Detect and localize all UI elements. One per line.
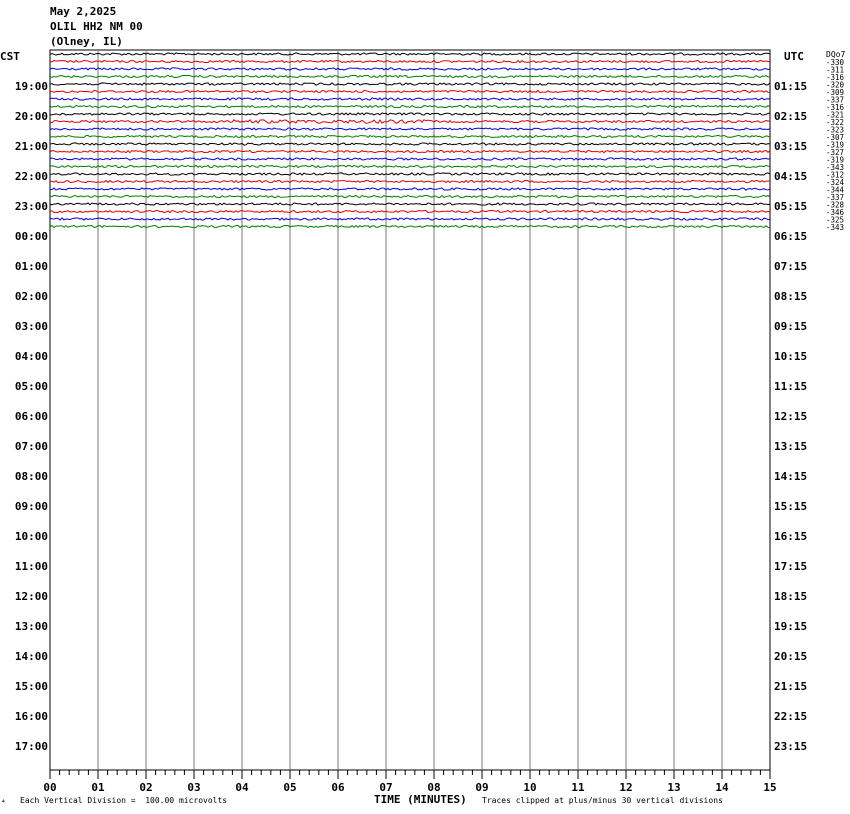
left-hour-label: 21:00: [14, 140, 48, 153]
seismic-trace: [50, 180, 770, 182]
right-hour-label: 05:15: [774, 200, 808, 213]
seismic-trace: [50, 150, 770, 152]
right-hour-label: 15:15: [774, 500, 808, 513]
seismic-trace: [50, 105, 770, 107]
trace-offset-label: -312: [826, 170, 845, 180]
right-hour-label: 23:15: [774, 740, 808, 753]
seismic-trace: [50, 60, 770, 62]
right-hour-label: 01:15: [774, 80, 808, 93]
clip-note: Traces clipped at plus/minus 30 vertical divisions: [482, 796, 723, 805]
right-hour-label: 21:15: [774, 680, 808, 693]
right-hour-label: 03:15: [774, 140, 808, 153]
trace-offset-label: -320: [826, 80, 845, 90]
seismic-trace: [50, 218, 770, 220]
trace-offset-label: -319: [826, 140, 845, 150]
right-hour-label: 19:15: [774, 620, 808, 633]
right-hour-label: 18:15: [774, 590, 808, 603]
left-hour-label: 14:00: [14, 650, 48, 663]
left-hour-label: 13:00: [14, 620, 48, 633]
right-hour-label: 02:15: [774, 110, 808, 123]
left-hour-label: 09:00: [14, 500, 48, 513]
trace-offset-label: -327: [826, 148, 845, 157]
seismic-trace: [50, 68, 770, 70]
x-tick-label: 08: [427, 781, 441, 794]
seismic-trace: [50, 90, 770, 92]
x-tick-label: 03: [187, 781, 201, 794]
x-tick-label: 07: [379, 781, 393, 794]
x-tick-label: 09: [475, 781, 489, 794]
x-tick-label: 11: [571, 781, 585, 794]
right-hour-label: 04:15: [774, 170, 808, 183]
trace-offset-label: -343: [826, 223, 845, 232]
left-hour-label: 08:00: [14, 470, 48, 483]
right-timezone-label: UTC: [784, 50, 804, 63]
left-hour-label: 05:00: [14, 380, 48, 393]
seismic-trace: [50, 195, 770, 197]
left-hour-label: 11:00: [14, 560, 48, 573]
trace-offset-label: -323: [826, 125, 845, 135]
trace-offset-label: -319: [826, 155, 845, 165]
right-hour-label: 08:15: [774, 290, 808, 303]
top-right-code: DQo7: [826, 50, 846, 59]
x-tick-label: 05: [283, 781, 297, 794]
trace-offset-label: -316: [826, 73, 845, 82]
trace-offset-label: -328: [826, 200, 845, 210]
right-hour-label: 10:15: [774, 350, 808, 363]
trace-offset-label: -337: [826, 193, 845, 202]
seismic-trace: [50, 210, 770, 212]
trace-offset-label: -344: [826, 185, 845, 195]
left-hour-label: 20:00: [14, 110, 48, 123]
seismic-trace: [50, 143, 770, 145]
right-hour-label: 06:15: [774, 230, 808, 243]
trace-offset-label: -321: [826, 110, 845, 120]
seismic-trace: [50, 113, 770, 115]
right-hour-label: 07:15: [774, 260, 808, 273]
seismic-trace: [50, 158, 770, 160]
trace-offset-label: -309: [826, 88, 845, 97]
seismic-trace: [50, 173, 770, 175]
left-hour-label: 19:00: [14, 80, 48, 93]
right-hour-label: 12:15: [774, 410, 808, 423]
left-hour-label: 17:00: [14, 740, 48, 753]
x-tick-label: 15: [763, 781, 777, 794]
left-hour-label: 04:00: [14, 350, 48, 363]
trace-offset-label: -337: [826, 95, 845, 105]
left-hour-label: 01:00: [14, 260, 48, 273]
seismic-trace: [50, 165, 770, 167]
right-hour-label: 17:15: [774, 560, 808, 573]
left-hour-label: 12:00: [14, 590, 48, 603]
left-hour-label: 07:00: [14, 440, 48, 453]
x-tick-label: 02: [139, 781, 153, 794]
left-hour-label: 16:00: [14, 710, 48, 723]
trace-offset-label: -322: [826, 118, 845, 127]
footer-mark: ⁴: [1, 798, 6, 807]
seismic-trace: [50, 225, 770, 227]
x-tick-label: 00: [43, 781, 57, 794]
x-tick-label: 01: [91, 781, 105, 794]
x-tick-label: 12: [619, 781, 633, 794]
right-hour-label: 22:15: [774, 710, 808, 723]
x-tick-label: 04: [235, 781, 249, 794]
trace-offset-label: -325: [826, 215, 845, 225]
right-hour-label: 11:15: [774, 380, 808, 393]
seismic-trace: [50, 203, 770, 205]
right-hour-label: 16:15: [774, 530, 808, 543]
x-tick-label: 06: [331, 781, 345, 794]
trace-offset-label: -311: [826, 65, 845, 75]
x-tick-label: 14: [715, 781, 729, 794]
trace-offset-label: -324: [826, 178, 845, 187]
seismic-trace: [50, 128, 770, 130]
seismic-trace: [50, 135, 770, 137]
seismic-trace: [50, 83, 770, 85]
right-hour-label: 20:15: [774, 650, 808, 663]
right-hour-label: 09:15: [774, 320, 808, 333]
scale-note: Each Vertical Division = 100.00 microvolts: [20, 796, 228, 805]
station-label: OLIL HH2 NM 00: [50, 20, 143, 33]
left-hour-label: 22:00: [14, 170, 48, 183]
date-label: May 2,2025: [50, 5, 117, 18]
seismic-trace: [50, 188, 770, 190]
right-hour-label: 14:15: [774, 470, 808, 483]
trace-offset-label: -307: [826, 133, 845, 142]
left-hour-label: 15:00: [14, 680, 48, 693]
left-timezone-label: CST: [0, 50, 20, 63]
seismic-trace: [50, 120, 770, 124]
x-tick-label: 10: [523, 781, 537, 794]
left-hour-label: 23:00: [14, 200, 48, 213]
trace-offset-label: -346: [826, 208, 845, 217]
x-axis-title: TIME (MINUTES): [374, 793, 467, 806]
location-label: (Olney, IL): [50, 35, 123, 48]
left-hour-label: 10:00: [14, 530, 48, 543]
trace-offset-label: -343: [826, 163, 845, 172]
trace-offset-label: -330: [826, 58, 845, 67]
left-hour-label: 03:00: [14, 320, 48, 333]
left-hour-label: 06:00: [14, 410, 48, 423]
left-hour-label: 02:00: [14, 290, 48, 303]
x-tick-label: 13: [667, 781, 681, 794]
right-hour-label: 13:15: [774, 440, 808, 453]
seismic-trace: [50, 53, 770, 55]
seismic-trace: [50, 75, 770, 77]
seismic-trace: [50, 98, 770, 100]
left-hour-label: 00:00: [14, 230, 48, 243]
trace-offset-label: -316: [826, 103, 845, 112]
